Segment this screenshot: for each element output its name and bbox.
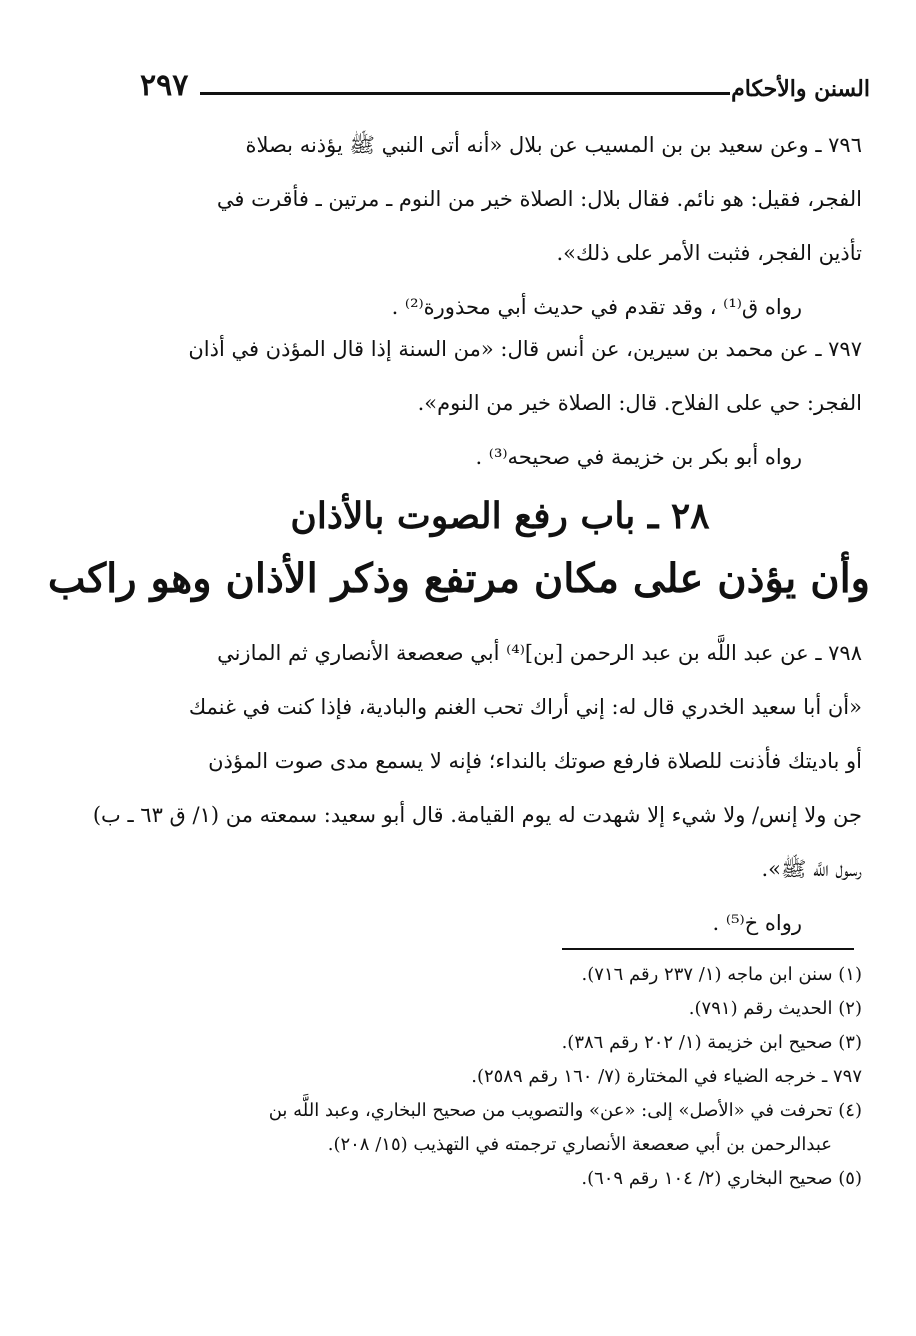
page-number: ٢٩٧ <box>140 68 189 103</box>
hadith-796 <box>130 118 862 334</box>
hadith-citation: رواه أبو بكر بن خزيمة في صحيحه⁽³⁾ . <box>475 445 802 469</box>
hadith-line: جن ولا إنس/ ولا شيء إلا شهدت له يوم القيامة. قال أبو سعيد: سمعته من (١/ ق ٦٣ ـ ب) <box>92 803 862 827</box>
running-title: السنن والأحكام <box>731 76 870 102</box>
page-header <box>130 68 870 108</box>
footnote-item: (١) سنن ابن ماجه (١/ ٢٣٧ رقم ٧١٦). <box>581 964 862 985</box>
footnote-separator <box>562 948 854 950</box>
chapter-subtitle: وأن يؤذن على مكان مرتفع وذكر الأذان وهو راكب <box>47 555 870 602</box>
hadith-citation: رواه ق⁽¹⁾ ، وقد تقدم في حديث أبي محذورة⁽²⁾ . <box>391 295 802 319</box>
footnote-item: ٧٩٧ ـ خرجه الضياء في المختارة (٧/ ١٦٠ رقم ٢٥٨٩). <box>471 1066 862 1087</box>
hadith-line: «أن أبا سعيد الخدري قال له: إني أراك تحب الغنم والبادية، فإذا كنت في غنمك <box>188 695 862 719</box>
chapter-title: ٢٨ ـ باب رفع الصوت بالأذان <box>290 495 710 537</box>
hadith-line: الفجر، فقيل: هو نائم. فقال بلال: الصلاة خير من النوم ـ مرتين ـ فأقرت في <box>216 187 862 211</box>
hadith-line: تأذين الفجر، فثبت الأمر على ذلك». <box>556 241 862 265</box>
hadith-citation: رواه خ⁽⁵⁾ . <box>712 911 802 935</box>
footnote-item: (٤) تحرفت في «الأصل» إلى: «عن» والتصويب من صحيح البخاري، وعبد اللَّه بن <box>268 1100 862 1121</box>
hadith-line: الفجر: حي على الفلاح. قال: الصلاة خير من النوم». <box>417 391 862 415</box>
header-rule <box>200 92 730 95</box>
hadith-798 <box>92 626 862 950</box>
hadith-797 <box>130 322 862 484</box>
footnote-item: (٢) الحديث رقم (٧٩١). <box>688 998 862 1019</box>
hadith-line: ٧٩٨ ـ عن عبد اللَّه بن عبد الرحمن [بن]⁽⁴⁾ أبي صعصعة الأنصاري ثم المازني <box>217 641 862 665</box>
footnote-item: عبدالرحمن بن أبي صعصعة الأنصاري ترجمته في التهذيب (١٥/ ٢٠٨). <box>327 1134 832 1155</box>
footnote-item: (٣) صحيح ابن خزيمة (١/ ٢٠٢ رقم ٣٨٦). <box>561 1032 862 1053</box>
chapter-heading <box>47 488 870 614</box>
hadith-line: ٧٩٦ ـ وعن سعيد بن بن المسيب عن بلال «أنه أتى النبي ﷺ يؤذنه بصلاة <box>245 133 862 157</box>
hadith-line: أو باديتك فأذنت للصلاة فارفع صوتك بالنداء؛ فإنه لا يسمع مدى صوت المؤذن <box>208 749 862 773</box>
hadith-line: ٧٩٧ ـ عن محمد بن سيرين، عن أنس قال: «من السنة إذا قال المؤذن في أذان <box>188 337 862 361</box>
footnotes <box>110 958 862 1196</box>
footnote-item: (٥) صحيح البخاري (٢/ ١٠٤ رقم ٦٠٩). <box>581 1168 862 1189</box>
hadith-line: رسول اللَّه ﷺ». <box>761 857 862 881</box>
